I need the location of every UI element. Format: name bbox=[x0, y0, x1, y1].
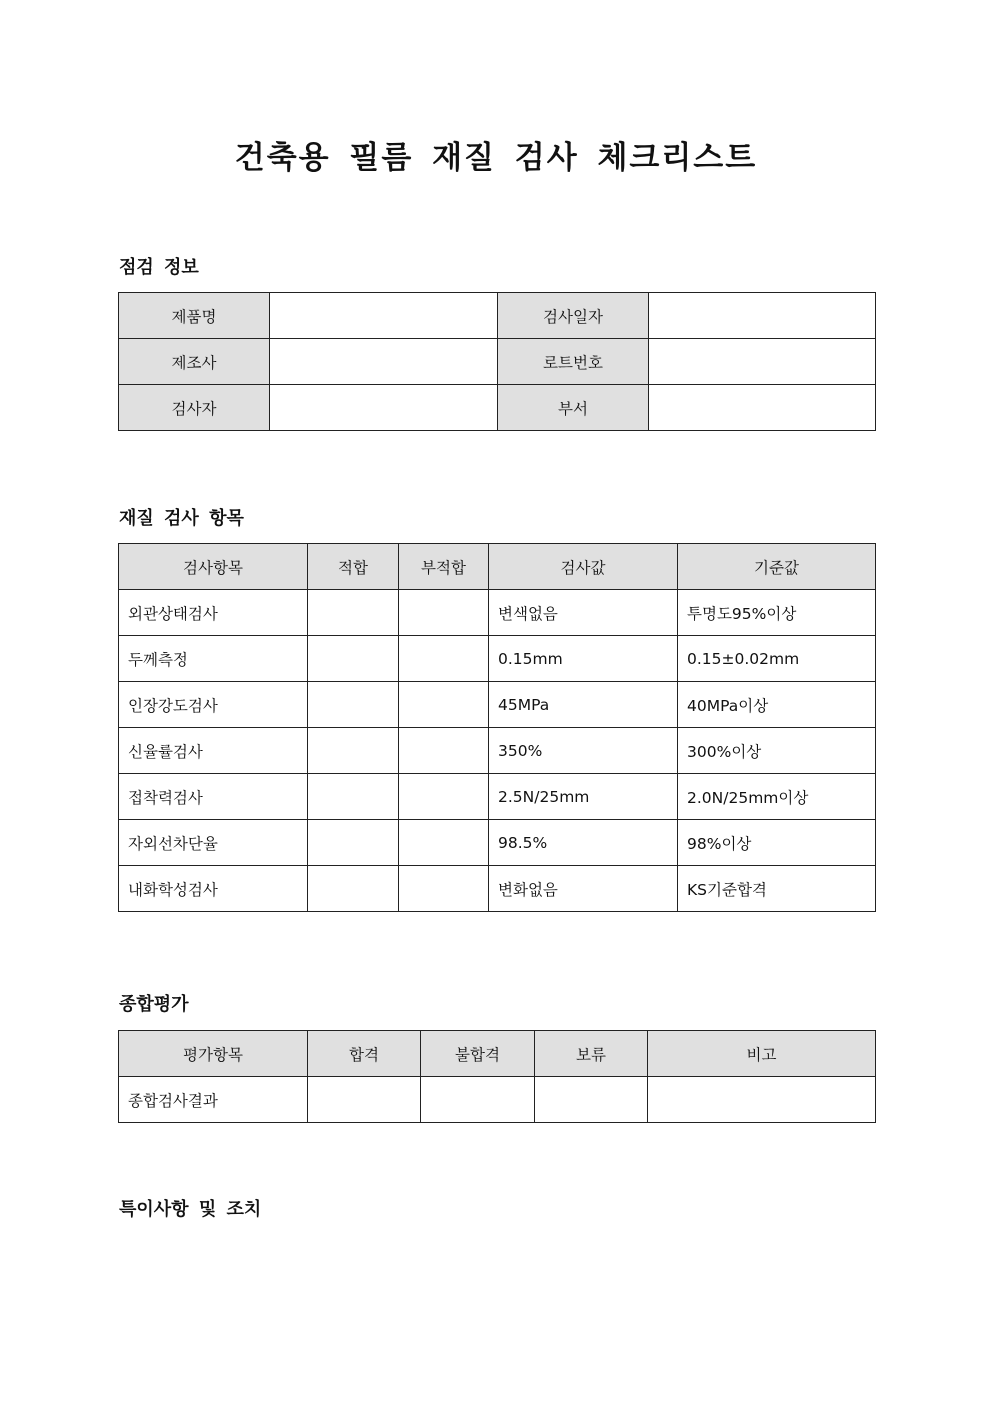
info-value-field[interactable] bbox=[270, 339, 498, 385]
column-header: 부적합 bbox=[399, 544, 489, 590]
fail-check-cell[interactable] bbox=[399, 728, 489, 774]
pass-check-cell[interactable] bbox=[308, 820, 399, 866]
table-row bbox=[119, 866, 876, 912]
document-title: 건축용 필름 재질 검사 체크리스트 bbox=[234, 140, 758, 176]
table-row bbox=[119, 682, 876, 728]
section-heading-info: 점검 정보 bbox=[119, 257, 199, 278]
table-row bbox=[119, 820, 876, 866]
fail-check-cell[interactable] bbox=[399, 774, 489, 820]
info-label: 로트번호 bbox=[498, 339, 649, 385]
column-header: 기준값 bbox=[678, 544, 876, 590]
info-value-field[interactable] bbox=[649, 293, 876, 339]
measured-value-cell[interactable]: 변색없음 bbox=[489, 590, 678, 636]
item-cell: 신율률검사 bbox=[119, 728, 308, 774]
measured-value-cell[interactable]: 98.5% bbox=[489, 820, 678, 866]
standard-value-cell: 300%이상 bbox=[678, 728, 876, 774]
section-heading-material: 재질 검사 항목 bbox=[119, 508, 244, 529]
column-header: 검사항목 bbox=[119, 544, 308, 590]
table-row bbox=[119, 1077, 876, 1123]
info-label: 제품명 bbox=[119, 293, 270, 339]
info-table bbox=[118, 292, 876, 431]
material-table bbox=[118, 543, 876, 912]
measured-value-cell[interactable]: 0.15mm bbox=[489, 636, 678, 682]
info-value-field[interactable] bbox=[649, 339, 876, 385]
column-header: 합격 bbox=[308, 1031, 421, 1077]
measured-value-cell[interactable]: 2.5N/25mm bbox=[489, 774, 678, 820]
section-heading-summary: 종합평가 bbox=[119, 994, 189, 1015]
pass-check-cell[interactable] bbox=[308, 728, 399, 774]
table-row bbox=[119, 590, 876, 636]
info-row bbox=[119, 385, 876, 431]
column-header: 보류 bbox=[535, 1031, 648, 1077]
hold-check-cell[interactable] bbox=[535, 1077, 648, 1123]
pass-check-cell[interactable] bbox=[308, 866, 399, 912]
measured-value-cell[interactable]: 45MPa bbox=[489, 682, 678, 728]
pass-check-cell[interactable] bbox=[308, 1077, 421, 1123]
standard-value-cell: 2.0N/25mm이상 bbox=[678, 774, 876, 820]
column-header: 평가항목 bbox=[119, 1031, 308, 1077]
info-label: 부서 bbox=[498, 385, 649, 431]
section-heading-notes: 특이사항 및 조치 bbox=[119, 1199, 262, 1220]
column-header: 검사값 bbox=[489, 544, 678, 590]
standard-value-cell: 98%이상 bbox=[678, 820, 876, 866]
info-value-field[interactable] bbox=[270, 385, 498, 431]
fail-check-cell[interactable] bbox=[399, 590, 489, 636]
table-row bbox=[119, 728, 876, 774]
info-label: 제조사 bbox=[119, 339, 270, 385]
table-row bbox=[119, 774, 876, 820]
fail-check-cell[interactable] bbox=[399, 682, 489, 728]
pass-check-cell[interactable] bbox=[308, 682, 399, 728]
info-label: 검사일자 bbox=[498, 293, 649, 339]
standard-value-cell: KS기준합격 bbox=[678, 866, 876, 912]
pass-check-cell[interactable] bbox=[308, 590, 399, 636]
info-row bbox=[119, 339, 876, 385]
item-cell: 종합검사결과 bbox=[119, 1077, 308, 1123]
fail-check-cell[interactable] bbox=[399, 820, 489, 866]
info-value-field[interactable] bbox=[649, 385, 876, 431]
item-cell: 두께측정 bbox=[119, 636, 308, 682]
column-header: 적합 bbox=[308, 544, 399, 590]
pass-check-cell[interactable] bbox=[308, 636, 399, 682]
standard-value-cell: 투명도95%이상 bbox=[678, 590, 876, 636]
measured-value-cell[interactable]: 350% bbox=[489, 728, 678, 774]
fail-check-cell[interactable] bbox=[421, 1077, 535, 1123]
fail-check-cell[interactable] bbox=[399, 636, 489, 682]
item-cell: 외관상태검사 bbox=[119, 590, 308, 636]
item-cell: 접착력검사 bbox=[119, 774, 308, 820]
standard-value-cell: 40MPa이상 bbox=[678, 682, 876, 728]
standard-value-cell: 0.15±0.02mm bbox=[678, 636, 876, 682]
info-row bbox=[119, 293, 876, 339]
info-value-field[interactable] bbox=[270, 293, 498, 339]
item-cell: 자외선차단율 bbox=[119, 820, 308, 866]
info-label: 검사자 bbox=[119, 385, 270, 431]
pass-check-cell[interactable] bbox=[308, 774, 399, 820]
table-row bbox=[119, 636, 876, 682]
note-field[interactable] bbox=[648, 1077, 876, 1123]
fail-check-cell[interactable] bbox=[399, 866, 489, 912]
summary-table bbox=[118, 1030, 876, 1123]
measured-value-cell[interactable]: 변화없음 bbox=[489, 866, 678, 912]
column-header: 불합격 bbox=[421, 1031, 535, 1077]
item-cell: 내화학성검사 bbox=[119, 866, 308, 912]
item-cell: 인장강도검사 bbox=[119, 682, 308, 728]
column-header: 비고 bbox=[648, 1031, 876, 1077]
